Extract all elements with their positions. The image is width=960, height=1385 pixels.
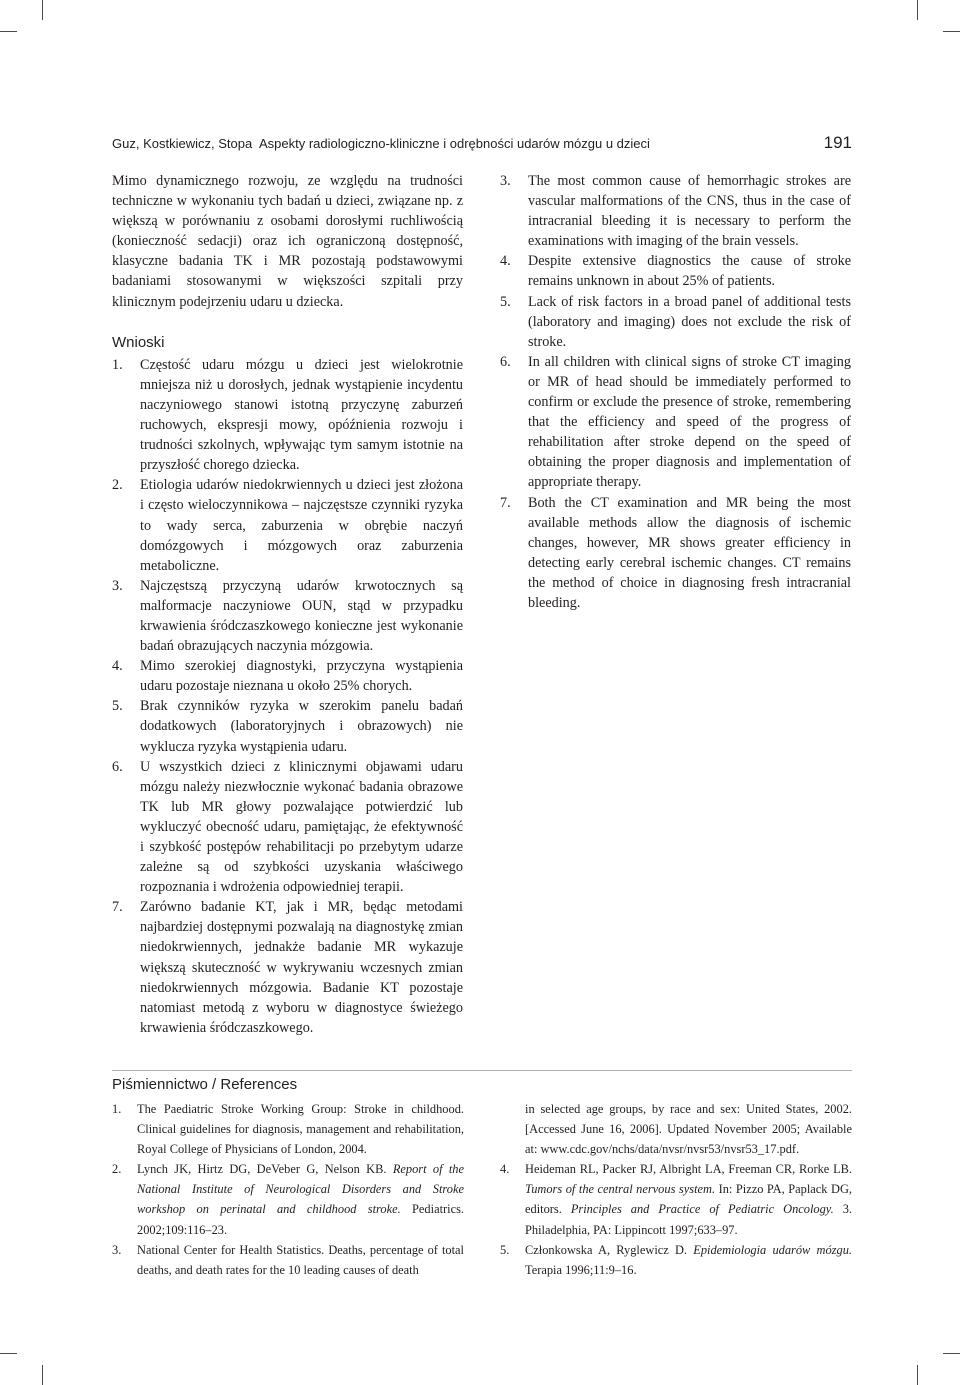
item-text: Zarówno badanie KT, jak i MR, będąc metodami najbardziej dostępnymi pozwalają na diagnostykę zmian niedokrwiennych, jednakże badanie MR wykazuje większą skuteczność w wykrywaniu wczesnych zmian niedokrwiennych mózgowia. Badanie KT pozostaje natomiast metodą z wyboru w diagnostyce świeżego krwawienia śródczaszkowego. <box>140 899 463 1036</box>
item-number: 6. <box>112 758 123 775</box>
item-number: 7. <box>500 494 511 511</box>
reference-authors: Heideman RL, Packer RJ, Albright LA, Freeman CR, Rorke LB. <box>525 1162 852 1177</box>
item-number: 5. <box>112 698 123 715</box>
header-authors: Guz, Kostkiewicz, Stopa <box>112 136 253 151</box>
reference-number: 3. <box>112 1242 122 1257</box>
right-column <box>500 171 851 613</box>
section-divider <box>112 1070 852 1071</box>
reference-book-title: Principles and Practice of Pediatric Oncology. <box>570 1202 834 1217</box>
item-number: 4. <box>500 253 511 270</box>
crop-mark <box>917 0 918 20</box>
item-number: 5. <box>500 293 511 310</box>
item-number: 3. <box>500 173 511 189</box>
page-number: 191 <box>823 133 852 152</box>
item-text: In all children with clinical signs of stroke CT imaging or MR of head should be immediately performed to confirm or exclude the presence of stroke, remembering that the efficiency and speed of the progress of rehabilitation after stroke depend on the speed of obtaining the proper diagnosis and implementation of appropriate therapy. <box>528 353 851 491</box>
crop-mark <box>943 31 960 32</box>
crop-mark <box>42 0 43 20</box>
reference-list <box>500 1159 852 1280</box>
reference-title: Epidemiologia udarów mózgu. <box>693 1242 852 1257</box>
references-right-column <box>500 1099 852 1280</box>
item-text: Despite extensive diagnostics the cause of stroke remains unknown in about 25% of patients. <box>528 253 851 290</box>
list-item <box>500 251 851 291</box>
reference-text: The Paediatric Stroke Working Group: Stroke in childhood. Clinical guidelines for diagnosis, management and rehabilitation, Royal College of Physicians of London, 2004. <box>137 1102 464 1157</box>
running-header <box>112 133 852 155</box>
crop-mark <box>943 1353 960 1354</box>
list-item <box>112 656 463 696</box>
reference-source: 3. Philadelphia, PA: Lippincott 1997;633–97. <box>525 1202 853 1237</box>
crop-mark <box>42 1365 43 1385</box>
reference-number: 2. <box>112 1162 122 1177</box>
reference-authors: Członkowska A, Ryglewicz D. <box>525 1242 694 1257</box>
reference-item <box>112 1240 464 1280</box>
item-text: U wszystkich dzieci z klinicznymi objawami udaru mózgu należy niezwłocznie wykonać badania obrazowe TK lub MR głowy pozwalające potwierdzić lub wykluczyć obecność udaru, pamiętając, że efektywność i szybkość postępów rehabilitacji po przebytym udarze zależne są od szybkości uzyskania właściwego rozpoznania i wdrożenia odpowiedniej terapii. <box>140 758 463 896</box>
item-number: 6. <box>500 353 511 370</box>
item-text: Mimo szerokiej diagnostyki, przyczyna wystąpienia udaru pozostaje nieznana u około 25% chorych. <box>140 658 463 695</box>
list-item <box>112 576 463 656</box>
item-number: 7. <box>112 899 123 916</box>
list-item <box>500 493 851 614</box>
list-item <box>112 696 463 756</box>
item-text: Brak czynników ryzyka w szerokim panelu badań dodatkowych (laboratoryjnych i obrazowych) nie wyklucza ryzyka wystąpienia udaru. <box>140 698 463 755</box>
left-column <box>112 171 463 1038</box>
list-item <box>500 352 851 493</box>
reference-editors: In: Pizzo PA, Paplack DG, editors. <box>525 1182 852 1217</box>
item-text: Etiologia udarów niedokrwiennych u dzieci jest złożona i często wieloczynnikowa – najczęstsze czynniki ryzyka to wady serca, zaburzenia w obrębie naczyń domózgowych i mózgowych oraz zaburzenia metaboliczne. <box>140 477 463 574</box>
crop-mark <box>0 31 17 32</box>
reference-item <box>500 1240 852 1280</box>
reference-number: 4. <box>500 1162 510 1177</box>
list-item <box>112 355 463 476</box>
item-text: Lack of risk factors in a broad panel of additional tests (laboratory and imaging) does not exclude the risk of stroke. <box>528 293 851 350</box>
list-item <box>500 171 851 251</box>
reference-authors: Lynch JK, Hirtz DG, DeVeber G, Nelson KB. <box>137 1162 393 1177</box>
reference-source: Terapia 1996;11:9–16. <box>525 1262 637 1277</box>
item-number: 3. <box>112 577 123 594</box>
intro-paragraph: Mimo dynamicznego rozwoju, ze względu na trudności techniczne w wykonaniu tych badań u dzieci, związane np. z większą w porównaniu z osobami dorosłymi ruchliwością (konieczność sedacji) oraz ich ograniczoną dostępność, klasyczne badania TK i MR pozostają podstawowymi badaniami stosowanymi w większości szpitali przy klinicznym podejrzeniu udaru u dziecka. <box>112 173 463 310</box>
conclusions-list-pl <box>112 355 463 1038</box>
list-item <box>112 475 463 575</box>
crop-mark <box>0 1353 17 1354</box>
reference-title: Tumors of the central nervous system. <box>525 1182 716 1197</box>
reference-number: 5. <box>500 1242 510 1257</box>
item-text: Both the CT examination and MR being the most available methods allow the diagnosis of ischemic changes, however, MR shows greater efficiency in detecting early cerebral ischemic changes. CT remains the method of choice in diagnosing fresh intracranial bleeding. <box>528 494 851 611</box>
reference-title: Report of the National Institute of Neurological Disorders and Stroke workshop on perinatal and childhood stroke. <box>137 1162 464 1217</box>
item-number: 1. <box>112 356 123 373</box>
item-text: Najczęstszą przyczyną udarów krwotocznych są malformacje naczyniowe OUN, stąd w przypadku krwawienia śródczaszkowego konieczne jest wykonanie badań obrazujących naczynia mózgowia. <box>140 577 463 655</box>
reference-item <box>500 1159 852 1239</box>
list-item <box>500 292 851 352</box>
conclusions-heading: Wnioski <box>112 333 165 351</box>
item-text: Częstość udaru mózgu u dzieci jest wielokrotnie mniejsza niż u dorosłych, jednak wystąpienie incydentu naczyniowego stanowi istotną przyczynę zaburzeń ruchowych, ekspresji mowy, opóźnienia rozwoju i trudności szkolnych, wpływając tym samym istotnie na przyszłość chorego dziecka. <box>140 356 463 474</box>
conclusions-list-en <box>500 171 851 613</box>
reference-item <box>112 1159 464 1239</box>
item-number: 2. <box>112 477 123 494</box>
list-item <box>112 757 463 898</box>
item-number: 4. <box>112 658 123 675</box>
reference-text: National Center for Health Statistics. Deaths, percentage of total deaths, and death rates for the 10 leading causes of death <box>137 1242 464 1277</box>
reference-number: 1. <box>112 1102 122 1116</box>
reference-continuation: in selected age groups, by race and sex: United States, 2002. [Accessed June 16, 2006]. Updated November 2005; Available at: www.cdc.gov/nchs/data/nvsr/nvsr53/nvsr53_17.pdf. <box>525 1102 852 1157</box>
references-heading: Piśmiennictwo / References <box>112 1076 298 1093</box>
crop-mark <box>917 1365 918 1385</box>
header-title: Aspekty radiologiczno-kliniczne i odrębności udarów mózgu u dzieci <box>259 136 650 151</box>
list-item <box>112 897 463 1038</box>
item-text: The most common cause of hemorrhagic strokes are vascular malformations of the CNS, thus in the case of intracranial bleeding it is necessary to perform the examinations with imaging of the brain vessels. <box>528 173 851 250</box>
references-left-column <box>112 1099 464 1280</box>
reference-source: Pediatrics. 2002;109:116–23. <box>137 1202 465 1237</box>
reference-list <box>112 1099 464 1280</box>
reference-item <box>112 1099 464 1159</box>
